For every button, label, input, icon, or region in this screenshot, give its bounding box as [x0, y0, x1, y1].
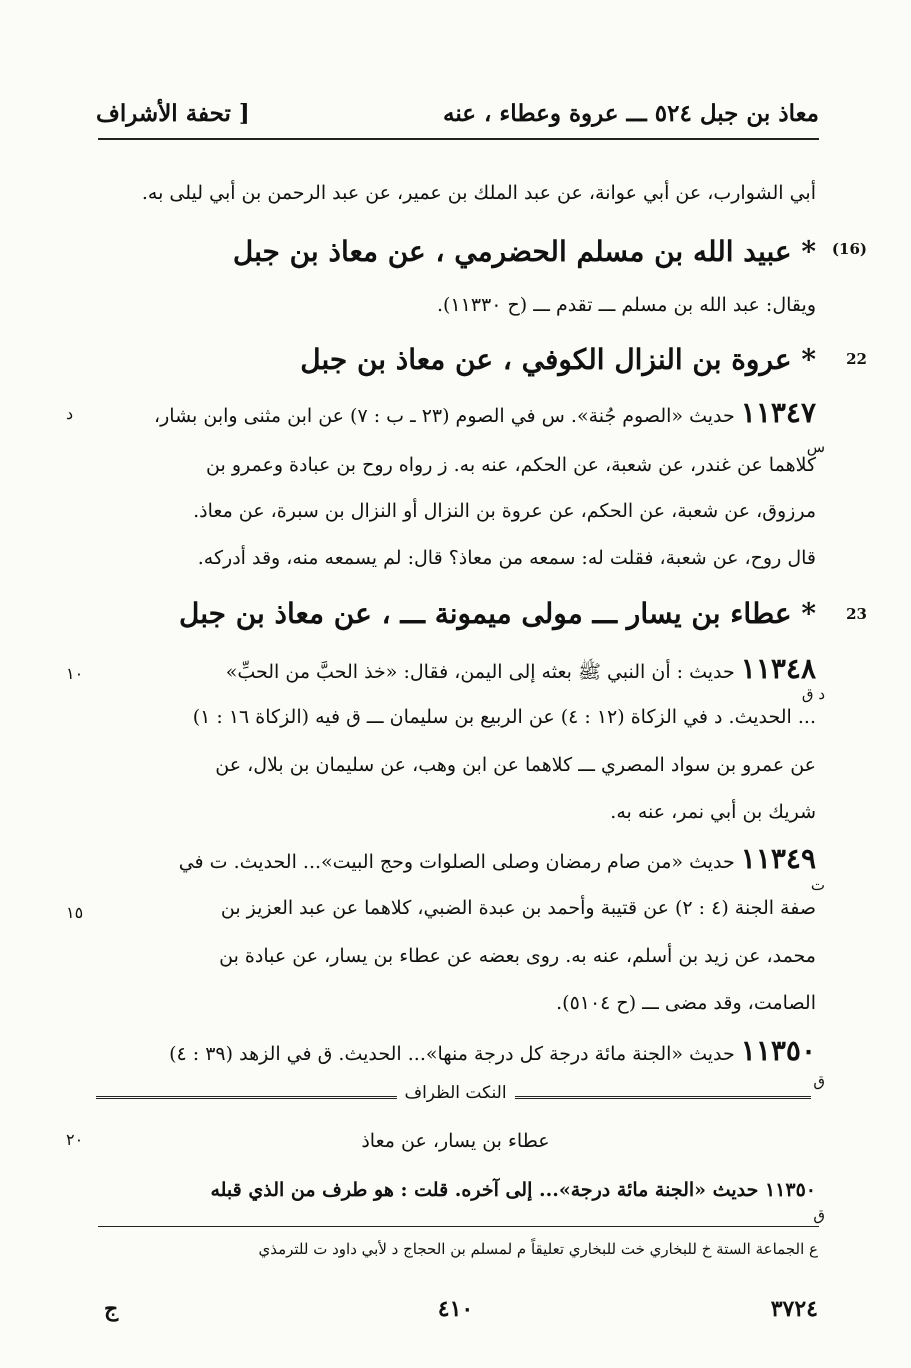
- margin-line-number: ١٥: [66, 903, 84, 922]
- section-number: (16): [831, 240, 867, 258]
- margin-siglum: د: [66, 404, 74, 423]
- volume-code: ج: [104, 1296, 119, 1322]
- text-line: قال روح، عن شعبة، فقلت له: سمعه من معاذ؟ قال: لم يسمعه منه، وقد أدركه.: [197, 547, 816, 569]
- section-number: 22: [846, 350, 867, 368]
- entry-line: [95, 842, 816, 876]
- text-line: عن عمرو بن سواد المصري ـــ كلاهما عن ابن وهب، عن سليمان بن بلال، عن: [215, 754, 816, 776]
- text-line: شريك بن أبي نمر، عنه به.: [610, 801, 816, 823]
- entry-text: حديث «الصوم جُنة». س في الصوم (٢٣ ـ ب : ٧) عن ابن مثنى وابن بشار،: [153, 405, 735, 427]
- margin-siglum: س: [806, 438, 825, 456]
- running-header-title: معاذ بن جبل ٥٢٤ ـــ عروة وعطاء ، عنه: [442, 100, 819, 127]
- note-line: ١١٣٥٠ حديث «الجنة مائة درجة»... إلى آخره. قلت : هو طرف من الذي قبله: [210, 1179, 816, 1201]
- margin-siglum: ق: [813, 1206, 825, 1224]
- text-line: مرزوق، عن شعبة، عن الحكم، عن عروة بن النزال أو النزال بن سبرة، عن معاذ.: [193, 500, 816, 522]
- entry-number: ١١٣٤٨: [740, 652, 816, 685]
- text-line: ... الحديث. د في الزكاة (١٢ : ٤) عن الربيع بن سليمان ـــ ق فيه (الزكاة ١٦ : ١): [192, 706, 816, 728]
- sigla-legend: ع الجماعة الستة خ للبخاري خت للبخاري تعليقاً م لمسلم بن الحجاج د لأبي داود ت للترمذي: [258, 1240, 818, 1258]
- entry-number: ١١٣٤٧: [740, 396, 816, 429]
- text-line: صفة الجنة (٤ : ٢) عن قتيبة وأحمد بن عبدة الضبي، كلاهما عن عبد العزيز بن: [220, 897, 816, 919]
- entry-text: حديث «من صام رمضان وصلى الصلوات وحج البيت»... الحديث. ت في: [178, 851, 735, 873]
- margin-siglum: ق: [813, 1072, 825, 1090]
- separator-label: النكت الظراف: [396, 1083, 514, 1103]
- text-line: كلاهما عن غندر، عن شعبة، عن الحكم، عنه به. ز رواه روح بن عبادة وعمرو بن: [206, 454, 816, 476]
- section-heading: * عبيد الله بن مسلم الحضرمي ، عن معاذ بن جبل: [232, 235, 816, 268]
- entry-line: [95, 396, 816, 430]
- section-heading: * عطاء بن يسار ـــ مولى ميمونة ـــ ، عن معاذ بن جبل: [178, 597, 816, 630]
- text-line: محمد، عن زيد بن أسلم، عنه به. روى بعضه عن عطاء بن يسار، عن عبادة بن: [219, 945, 816, 967]
- footnote-rule: [98, 1226, 819, 1227]
- entry-line: [95, 1034, 816, 1068]
- subheading: عطاء بن يسار، عن معاذ: [361, 1130, 550, 1152]
- margin-line-number: ٢٠: [66, 1130, 84, 1149]
- entry-text: حديث «الجنة مائة درجة كل درجة منها»... الحديث. ق في الزهد (٣٩ : ٤): [169, 1043, 735, 1065]
- margin-siglum: ت: [810, 876, 825, 894]
- text-line: أبي الشوارب، عن أبي عوانة، عن عبد الملك بن عمير، عن عبد الرحمن بن أبي ليلى به.: [141, 182, 816, 204]
- margin-line-number: ١٠: [66, 664, 84, 683]
- entry-text: حديث : أن النبي ﷺ بعثه إلى اليمن، فقال: «خذ الحبَّ من الحبِّ»: [225, 661, 735, 683]
- section-number: 23: [846, 605, 867, 623]
- text-line: ويقال: عبد الله بن مسلم ـــ تقدم ـــ (ح ١١٣٣٠).: [436, 294, 816, 316]
- sheet-number: ٣٧٢٤: [770, 1296, 818, 1322]
- entry-number: ١١٣٥٠: [740, 1034, 816, 1067]
- entry-line: [95, 652, 816, 686]
- page-number: ٤١٠: [437, 1296, 474, 1322]
- entry-number: ١١٣٤٩: [740, 842, 816, 875]
- text-line: الصامت، وقد مضى ـــ (ح ٥١٠٤).: [556, 992, 816, 1014]
- header-rule: [98, 138, 819, 140]
- running-header-book: [ تحفة الأشراف: [96, 100, 250, 127]
- margin-siglum: د ق: [801, 685, 825, 703]
- section-heading: * عروة بن النزال الكوفي ، عن معاذ بن جبل: [300, 343, 816, 376]
